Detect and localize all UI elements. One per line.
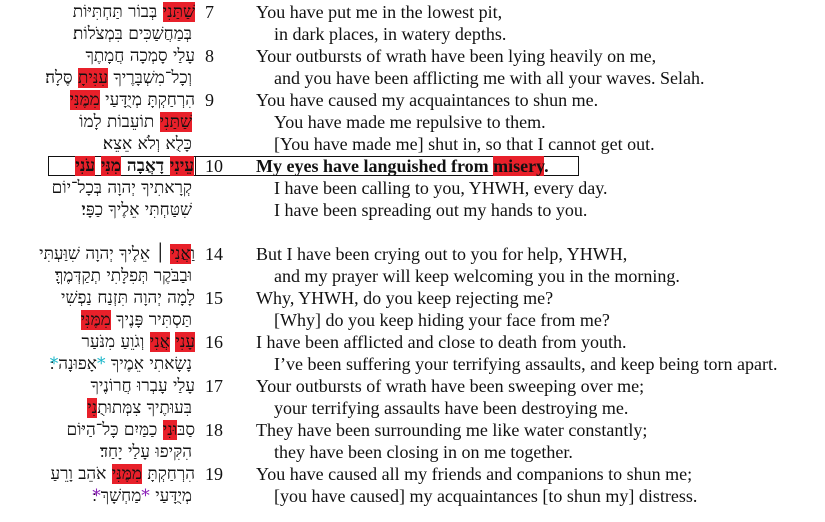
english-text: I have been calling to you, YHWH, every day. <box>274 178 608 198</box>
hebrew-text: תַּסְתִּיר פָּנֶיךָ מִמֶּנִּי <box>80 310 192 330</box>
hebrew-text: עָלַי סָמְכָה חֲמָתֶךָ <box>85 46 195 66</box>
hebrew-text: נָשָׂאתִי אֵמֶיךָ *אָפוּנָה* <box>49 354 192 374</box>
english-text: and my prayer will keep welcoming you in the morning. <box>274 266 680 286</box>
verse-row <box>0 353 825 375</box>
verse-row <box>0 265 825 287</box>
verse-row <box>0 199 825 221</box>
verse-number: 16 <box>205 332 223 352</box>
hebrew-text: מְיֻדָּעַי *מַחְשָׁךְ* <box>92 486 192 506</box>
english-text: You have caused all my friends and companions to shun me; <box>256 464 693 484</box>
english-text: [Why] do you keep hiding your face from me? <box>274 310 610 330</box>
english-text: [you have caused] my acquaintances [to shun my] distress. <box>274 486 698 506</box>
verse-row <box>0 441 825 463</box>
english-text: You have caused my acquaintances to shun me. <box>256 90 599 110</box>
hebrew-text: עָנִי אֲנִי וְגֹוֵעַ מִנֹּעַר <box>81 332 195 352</box>
english-text: they have been closing in on me together. <box>274 442 573 462</box>
hebrew-text: וּבַבֹּקֶר תְּפִלָּתִי תְקַדְּמֶךָּ׃ <box>54 266 192 286</box>
english-text: But I have been crying out to you for help, YHWH, <box>256 244 628 264</box>
verse-number: 14 <box>205 244 223 264</box>
verse-row <box>0 397 825 419</box>
verse-row <box>0 309 825 331</box>
hebrew-text: עָלַי עָבְרוּ חֲרוֹנֶיךָ <box>90 376 195 396</box>
verse-row <box>0 287 825 309</box>
english-text: and you have been afflicting me with all your waves. Selah. <box>274 68 705 88</box>
hebrew-text: בִּעוּתֶיךָ צִמְּתוּתֻנִי <box>87 398 192 418</box>
hebrew-text: כָּלֻא וְלֹא אֵצֵא׃ <box>102 134 192 154</box>
english-text: I’ve been suffering your terrifying assaults, and keep being torn apart. <box>274 354 778 374</box>
english-text: I have been spreading out my hands to you. <box>274 200 588 220</box>
verse-row <box>0 23 825 45</box>
verse-row <box>0 375 825 397</box>
verse-number: 7 <box>205 2 214 22</box>
verse-row <box>0 485 825 507</box>
hebrew-text: שַׁתַּנִי תוֹעֵבוֹת לָמוֹ <box>79 112 192 132</box>
english-text: your terrifying assaults have been destroying me. <box>274 398 629 418</box>
english-text: in dark places, in watery depths. <box>274 24 507 44</box>
verse-number: 10 <box>205 156 223 176</box>
verse-row <box>0 67 825 89</box>
english-text: I have been afflicted and close to death from youth. <box>256 332 627 352</box>
english-text: Your outbursts of wrath have been lying heavily on me, <box>256 46 657 66</box>
hebrew-text: וַאֲנִי ׀ אֵלֶיךָ יְהוָה שִׁוַּעְתִּי <box>39 244 195 264</box>
verse-number: 19 <box>205 464 223 484</box>
hebrew-text: שַׁתַּנִי בְּבוֹר תַּחְתִּיּוֹת <box>72 2 195 22</box>
verse-number: 9 <box>205 90 214 110</box>
verse-number: 15 <box>205 288 223 308</box>
verse-row <box>0 45 825 67</box>
english-text: [You have made me] shut in, so that I cannot get out. <box>274 134 655 154</box>
verse-row <box>0 1 825 23</box>
verse-row <box>0 111 825 133</box>
verse-number: 17 <box>205 376 223 396</box>
english-text: My eyes have languished from misery. <box>256 156 549 176</box>
english-text: Your outbursts of wrath have been sweeping over me; <box>256 376 645 396</box>
hebrew-text: הִרְחַקְתָּ מְיֻדָּעַי מִמֶּנִּי <box>69 90 195 110</box>
hebrew-text: קְרָאתִיךָ יְהוָה בְּכָל־יוֹם <box>51 178 192 198</box>
verse-row-highlighted <box>0 155 825 177</box>
verse-row <box>0 89 825 111</box>
hebrew-text: בְּמַחֲשַׁכִּים בִּמְצֹלוֹת׃ <box>73 24 192 44</box>
verse-row <box>0 331 825 353</box>
english-text: You have put me in the lowest pit, <box>256 2 503 22</box>
hebrew-text: הִרְחַקְתָּ מִמֶּנִּי אֹהֵב וָרֵעַ <box>50 464 195 484</box>
english-text: You have made me repulsive to them. <box>274 112 546 132</box>
hebrew-text: לָמָה יְהוָה תִּזְנַח נַפְשִׁי <box>60 288 195 308</box>
english-text: Why, YHWH, do you keep rejecting me? <box>256 288 554 308</box>
verse-row <box>0 463 825 485</box>
hebrew-text: סַבּוּנִי כַמַּיִם כָּל־הַיּוֹם <box>66 420 195 440</box>
verse-row <box>0 177 825 199</box>
hebrew-text: הִקִּיפוּ עָלַי יָחַד׃ <box>99 442 192 462</box>
hebrew-text: עֵינִי דָאֲבָה מִנִּי עֹנִי <box>75 156 194 176</box>
verse-row <box>0 243 825 265</box>
hebrew-text: שִׁטַּחְתִּי אֵלֶיךָ כַפָּי׃ <box>81 200 192 220</box>
verse-row <box>0 419 825 441</box>
verse-number: 18 <box>205 420 223 440</box>
hebrew-text: וְכָל־מִשְׁבָּרֶיךָ עִנִּיתָ סֶּלָה׃ <box>45 68 192 88</box>
verse-row <box>0 133 825 155</box>
english-text: They have been surrounding me like water constantly; <box>256 420 648 440</box>
verse-number: 8 <box>205 46 214 66</box>
